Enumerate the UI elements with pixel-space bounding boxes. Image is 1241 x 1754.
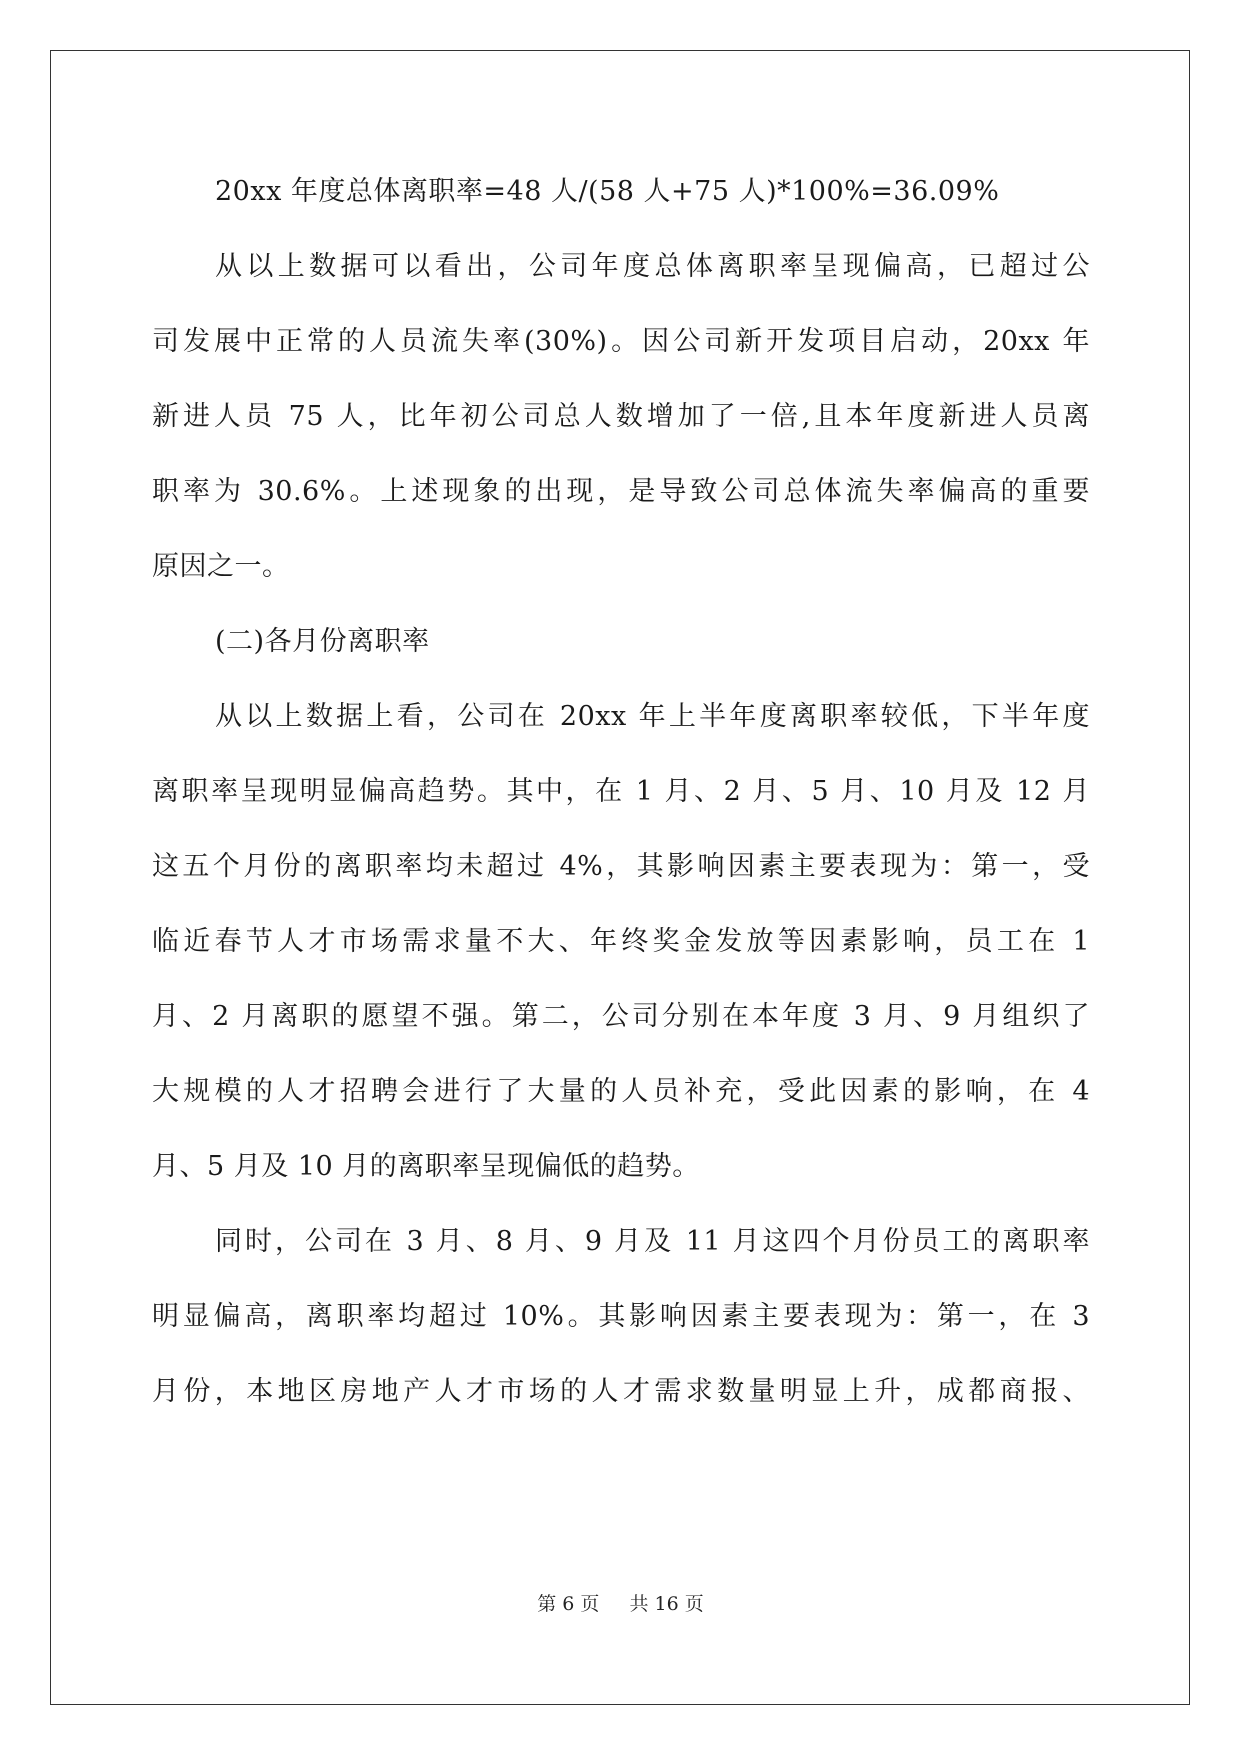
paragraph-line: 同时，公司在 3 月、8 月、9 月及 11 月这四个月份员工的离职率 <box>215 1226 1090 1257</box>
paragraph-line: 这五个月份的离职率均未超过 4%，其影响因素主要表现为：第一，受 <box>152 851 1090 882</box>
paragraph-line: 从以上数据上看，公司在 20xx 年上半年度离职率较低，下半年度 <box>215 701 1090 732</box>
paragraph-line: 原因之一。 <box>152 551 290 582</box>
paragraph-line: 大规模的人才招聘会进行了大量的人员补充，受此因素的影响，在 4 <box>152 1076 1090 1107</box>
paragraph-line: 从以上数据可以看出，公司年度总体离职率呈现偏高，已超过公 <box>215 251 1090 282</box>
page-footer <box>0 1592 1241 1616</box>
paragraph-line: 月、2 月离职的愿望不强。第二，公司分别在本年度 3 月、9 月组织了 <box>152 1001 1090 1032</box>
paragraph-line: 新进人员 75 人，比年初公司总人数增加了一倍,且本年度新进人员离 <box>152 401 1090 432</box>
formula-line: 20xx 年度总体离职率=48 人/(58 人+75 人)*100%=36.09% <box>215 176 1000 207</box>
paragraph-line: 月份，本地区房地产人才市场的人才需求数量明显上升，成都商报、 <box>152 1376 1090 1407</box>
paragraph-line: 职率为 30.6%。上述现象的出现，是导致公司总体流失率偏高的重要 <box>152 476 1090 507</box>
paragraph-line: 临近春节人才市场需求量不大、年终奖金发放等因素影响，员工在 1 <box>152 926 1090 957</box>
paragraph-line: 离职率呈现明显偏高趋势。其中，在 1 月、2 月、5 月、10 月及 12 月 <box>152 776 1090 807</box>
paragraph-line: 司发展中正常的人员流失率(30%)。因公司新开发项目启动，20xx 年 <box>152 326 1090 357</box>
section-heading: (二)各月份离职率 <box>215 626 430 657</box>
paragraph-line: 明显偏高，离职率均超过 10%。其影响因素主要表现为：第一，在 3 <box>152 1301 1090 1332</box>
page-total: 共 16 页 <box>629 1593 704 1615</box>
paragraph-line: 月、5 月及 10 月的离职率呈现偏低的趋势。 <box>152 1151 700 1182</box>
page-number: 第 6 页 <box>537 1593 600 1615</box>
